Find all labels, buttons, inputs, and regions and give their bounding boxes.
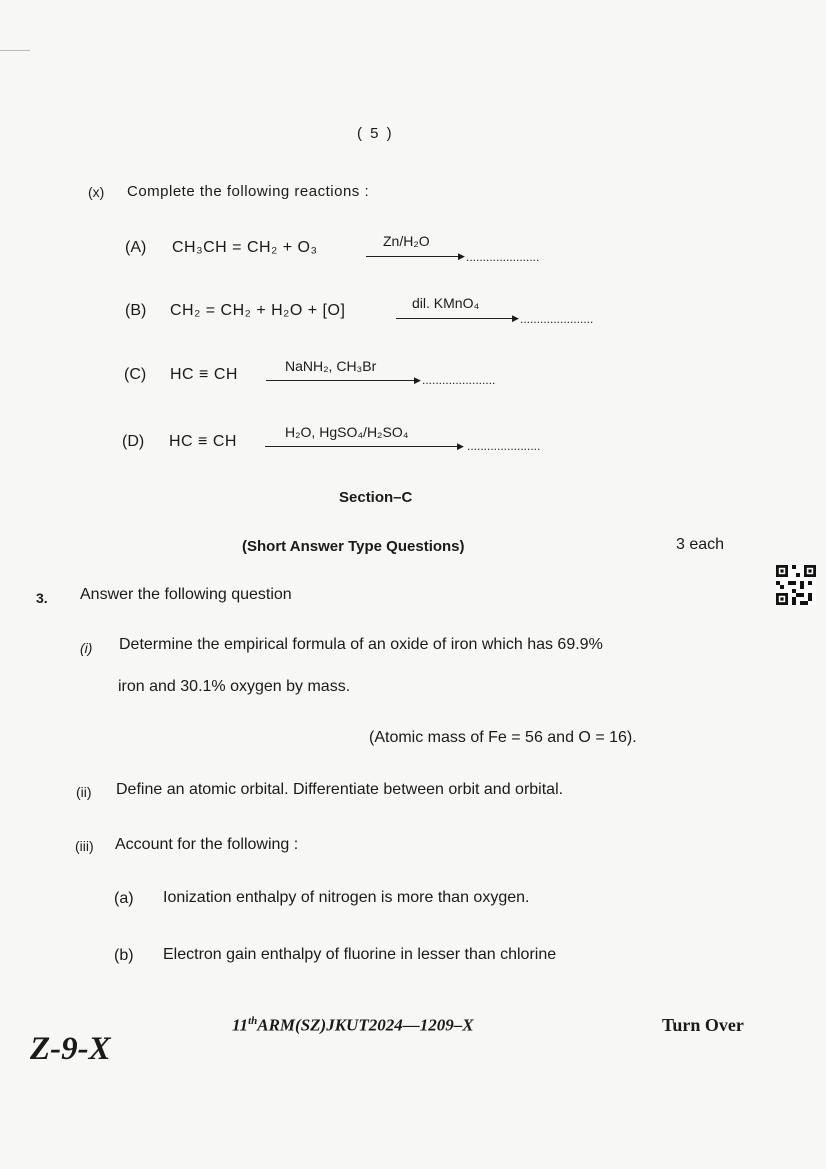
reaction-d-label: (D): [122, 433, 145, 450]
paper-code: Z-9-X: [30, 1031, 111, 1067]
reaction-b-arrowhead: ▶: [512, 313, 519, 323]
scan-edge-mark: [0, 50, 30, 51]
part-iii-a-text: Ionization enthalpy of nitrogen is more than oxygen.: [163, 889, 530, 906]
part-iii-a-label: (a): [114, 890, 134, 907]
footer-code-prefix: 11: [232, 1015, 249, 1035]
turn-over-label: Turn Over: [662, 1015, 744, 1035]
footer-code-rest: ARM(SZ)JKUT2024—1209–X: [257, 1015, 474, 1035]
reaction-b-label: (B): [125, 302, 147, 319]
reaction-d-lhs: HC ≡ CH: [169, 433, 237, 450]
part-i-label: (i): [80, 640, 93, 656]
reaction-a-label: (A): [125, 239, 147, 256]
section-subtitle: (Short Answer Type Questions): [242, 538, 465, 555]
part-iii-b-text: Electron gain enthalpy of fluorine in lesser than chlorine: [163, 946, 557, 963]
reaction-c-lhs: HC ≡ CH: [170, 366, 238, 383]
part-i-line2: iron and 30.1% oxygen by mass.: [118, 678, 351, 695]
part-iii-b-label: (b): [114, 947, 134, 964]
reaction-c-arrowhead: ▶: [414, 375, 421, 385]
question-x-prompt: Complete the following reactions :: [127, 183, 370, 200]
reaction-c-reagent: NaNH₂, CH₃Br: [285, 358, 377, 374]
reaction-c-blank: ......................: [422, 373, 496, 387]
reaction-b-blank: ......................: [520, 312, 594, 326]
part-iii-text: Account for the following :: [115, 836, 299, 853]
part-i-line1: Determine the empirical formula of an oxide of iron which has 69.9%: [119, 636, 603, 653]
reaction-c-label: (C): [124, 366, 147, 383]
question-x-marker: (x): [88, 184, 105, 200]
reaction-d-arrowhead: ▶: [457, 441, 464, 451]
reaction-a-arrow: [366, 256, 462, 257]
reaction-b-arrow: [396, 318, 516, 319]
footer-paper-code-line: [232, 1015, 474, 1036]
question-3-prompt: Answer the following question: [80, 586, 292, 603]
reaction-d-reagent: H₂O, HgSO₄/H₂SO₄: [285, 424, 409, 440]
qr-code-icon: [776, 565, 816, 605]
reaction-d-arrow: [265, 446, 461, 447]
section-title: Section–C: [339, 489, 413, 506]
part-ii-text: Define an atomic orbital. Differentiate between orbit and orbital.: [116, 781, 564, 798]
reaction-b-reagent: dil. KMnO₄: [412, 295, 480, 311]
section-marks: 3 each: [676, 536, 725, 553]
part-iii-label: (iii): [75, 838, 94, 854]
reaction-a-blank: ......................: [466, 250, 540, 264]
part-ii-label: (ii): [76, 784, 92, 800]
reaction-b-lhs: CH₂ = CH₂ + H₂O + [O]: [170, 302, 346, 319]
reaction-d-blank: ......................: [467, 439, 541, 453]
reaction-a-arrowhead: ▶: [458, 251, 465, 261]
footer-code-sup: th: [248, 1015, 258, 1027]
reaction-c-arrow: [266, 380, 418, 381]
part-i-note: (Atomic mass of Fe = 56 and O = 16).: [369, 729, 637, 746]
question-3-number: 3.: [36, 590, 48, 606]
reaction-a-reagent: Zn/H₂O: [383, 233, 430, 249]
reaction-a-lhs: CH₃CH = CH₂ + O₃: [172, 239, 318, 256]
page-number: ( 5 ): [357, 125, 394, 142]
